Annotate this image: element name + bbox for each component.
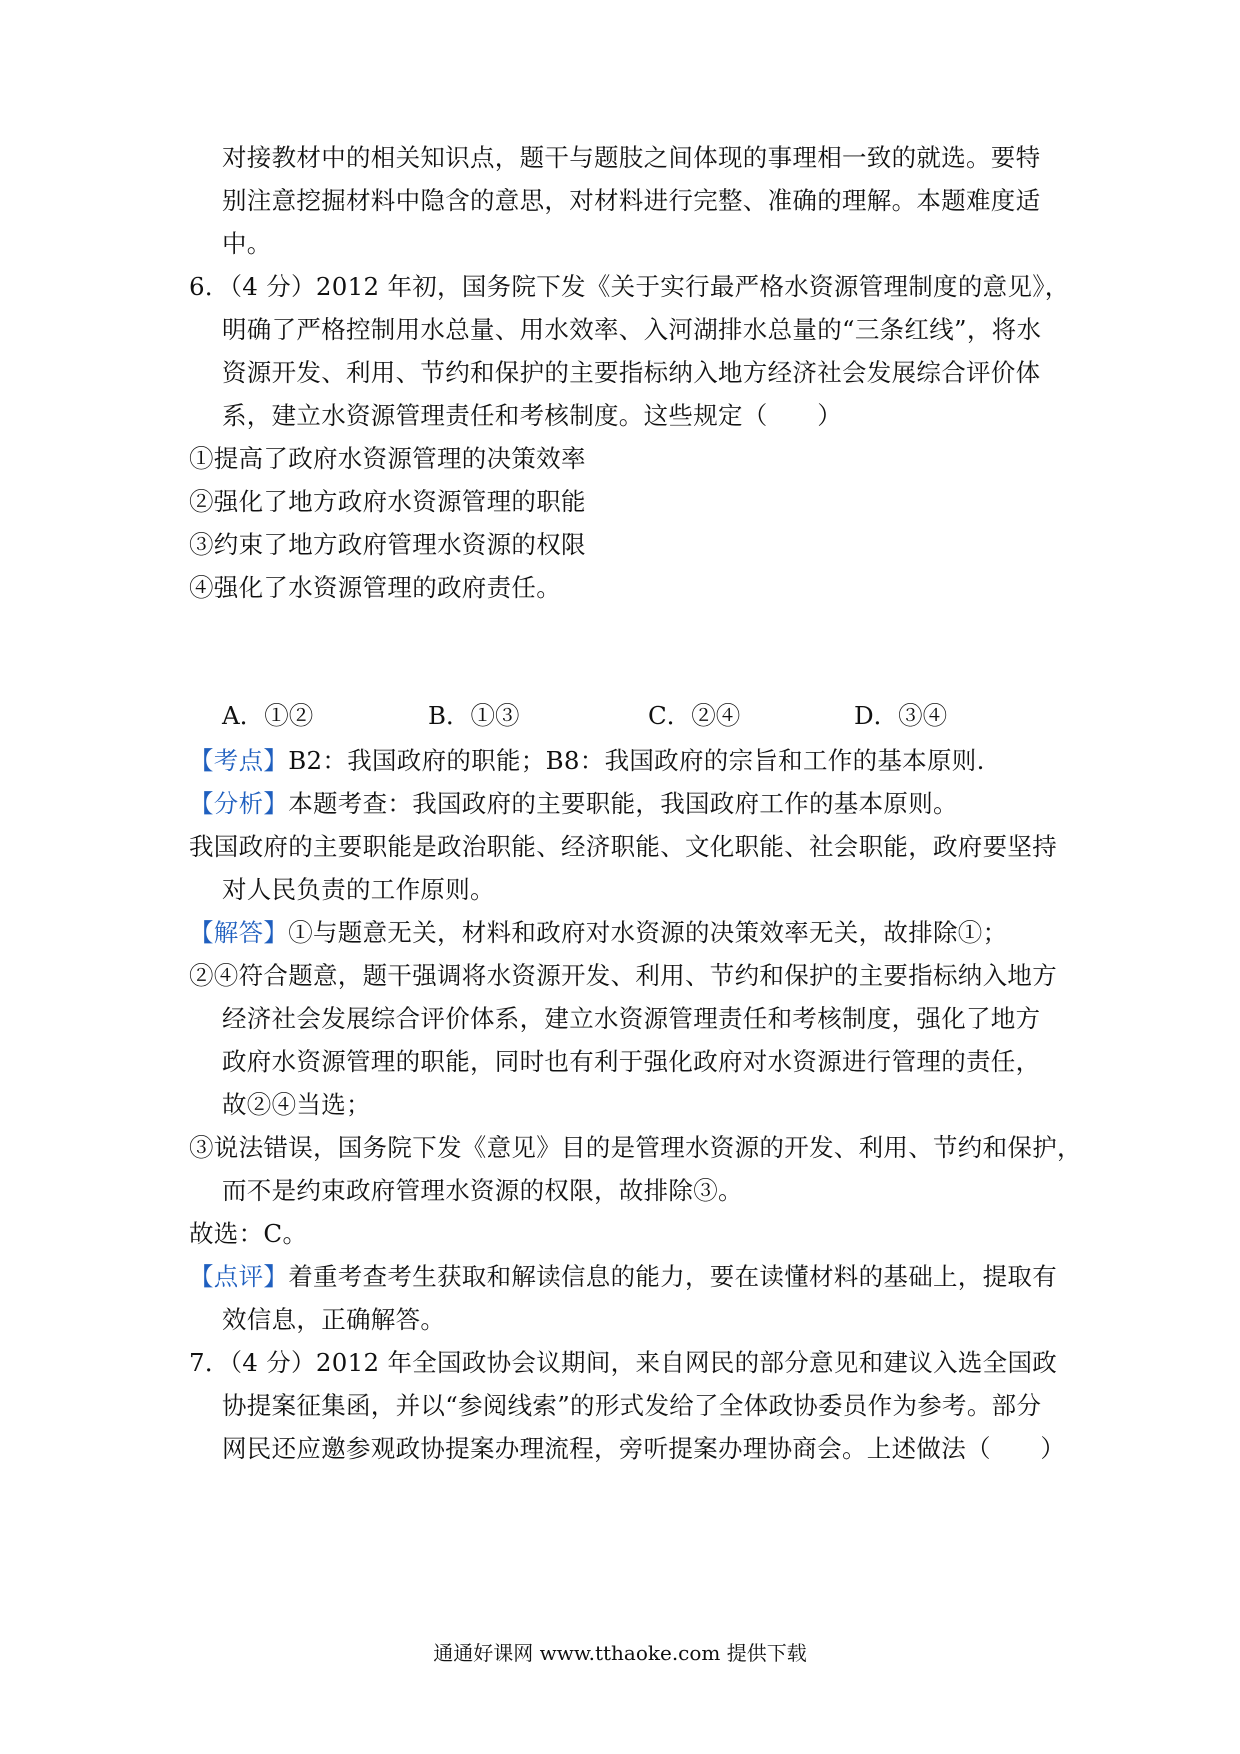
question-7-stem: 7．（4 分）2012 年全国政协会议期间，来自网民的部分意见和建议入选全国政 (189, 1348, 1058, 1377)
question-6-stem: 6．（4 分）2012 年初，国务院下发《关于实行最严格水资源管理制度的意见》， (189, 272, 1070, 301)
text-line: 经济社会发展综合评价体系，建立水资源管理责任和考核制度，强化了地方 (222, 1004, 1041, 1033)
text-line: 别注意挖掘材料中隐含的意思，对材料进行完整、准确的理解。本题难度适 (222, 186, 1041, 215)
question-6-stem: 明确了严格控制用水总量、用水效率、入河湖排水总量的“三条红线”，将水 (222, 315, 1042, 344)
fenxi-text: 本题考查：我国政府的主要职能，我国政府工作的基本原则。 (288, 789, 958, 818)
text-line: 而不是约束政府管理水资源的权限，故排除③。 (222, 1176, 743, 1205)
question-7-stem: 网民还应邀参观政协提案办理流程，旁听提案办理协商会。上述做法（ ） (222, 1434, 1066, 1463)
question-7-stem: 协提案征集函，并以“参阅线索”的形式发给了全体政协委员作为参考。部分 (222, 1391, 1042, 1420)
text-line: 故②④当选； (222, 1090, 371, 1119)
text-line: 效信息，正确解答。 (222, 1305, 446, 1334)
option-b: B．①③ (428, 701, 520, 730)
answer-line: 故选：C。 (189, 1219, 308, 1248)
statement-4: ④强化了水资源管理的政府责任。 (189, 573, 561, 602)
text-line: 中。 (222, 229, 272, 258)
question-6-stem: 资源开发、利用、节约和保护的主要指标纳入地方经济社会发展综合评价体 (222, 358, 1041, 387)
dianping-line (189, 1261, 1057, 1293)
option-c: C．②④ (648, 701, 741, 730)
fenxi-line (189, 788, 958, 820)
statement-1: ①提高了政府水资源管理的决策效率 (189, 444, 586, 473)
page-footer: 通通好课网 www.tthaoke.com 提供下载 (433, 1641, 807, 1665)
option-a: A．①② (222, 701, 314, 730)
option-d: D．③④ (854, 701, 948, 730)
text-line: 对接教材中的相关知识点，题干与题肢之间体现的事理相一致的就选。要特 (222, 143, 1041, 172)
kaodian-line (189, 745, 985, 777)
jieda-line (189, 917, 1007, 949)
text-line: 政府水资源管理的职能，同时也有利于强化政府对水资源进行管理的责任， (222, 1047, 1041, 1076)
dianping-tag: 【点评】 (189, 1262, 289, 1291)
jieda-text: ①与题意无关，材料和政府对水资源的决策效率无关，故排除①； (288, 918, 1008, 947)
kaodian-text: B2：我国政府的职能；B8：我国政府的宗旨和工作的基本原则. (288, 746, 985, 775)
question-6-stem: 系，建立水资源管理责任和考核制度。这些规定（ ） (222, 401, 842, 430)
text-line: 对人民负责的工作原则。 (222, 875, 495, 904)
text-line: 我国政府的主要职能是政治职能、经济职能、文化职能、社会职能，政府要坚持 (189, 832, 1057, 861)
statement-2: ②强化了地方政府水资源管理的职能 (189, 487, 586, 516)
text-line: ②④符合题意，题干强调将水资源开发、利用、节约和保护的主要指标纳入地方 (189, 961, 1057, 990)
fenxi-tag: 【分析】 (189, 789, 289, 818)
kaodian-tag: 【考点】 (189, 746, 289, 775)
jieda-tag: 【解答】 (189, 918, 289, 947)
statement-3: ③约束了地方政府管理水资源的权限 (189, 530, 586, 559)
text-line: ③说法错误，国务院下发《意见》目的是管理水资源的开发、利用、节约和保护， (189, 1133, 1082, 1162)
dianping-text: 着重考查考生获取和解读信息的能力，要在读懂材料的基础上，提取有 (288, 1262, 1057, 1291)
